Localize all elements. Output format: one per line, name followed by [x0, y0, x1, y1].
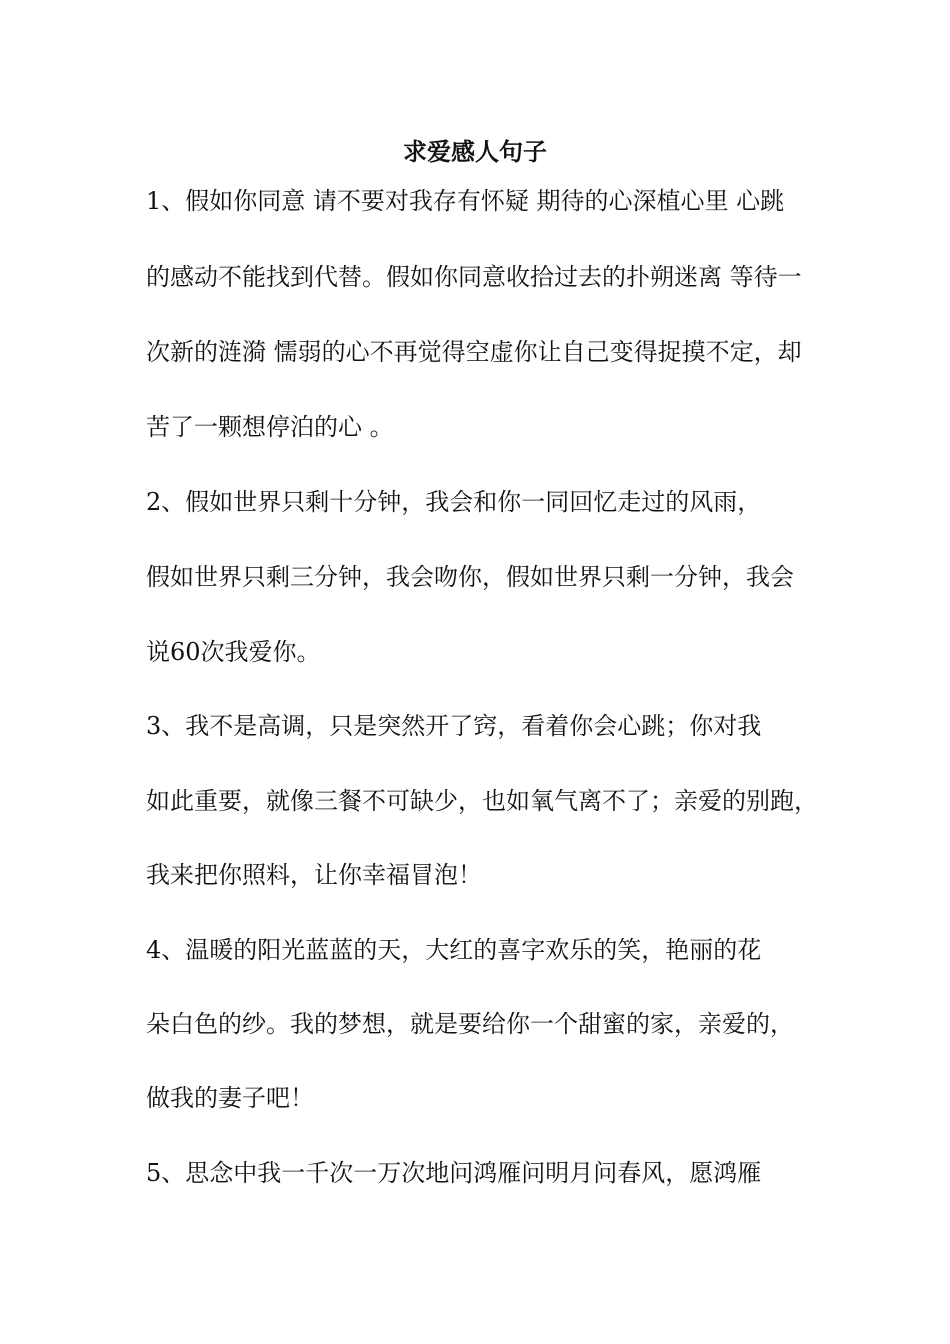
text-line: 做我的妻子吧！	[146, 1084, 314, 1112]
page-title: 求爱感人句子	[403, 138, 547, 166]
text-line: 的感动不能找到代替。假如你同意收拾过去的扑朔迷离 等待一	[146, 263, 802, 291]
text-line: 2、假如世界只剩十分钟，我会和你一同回忆走过的风雨，	[146, 488, 762, 516]
text-line: 苦了一颗想停泊的心 。	[146, 413, 394, 441]
text-line: 5、思念中我一千次一万次地问鸿雁问明月问春风，愿鸿雁	[146, 1159, 762, 1187]
text-line: 1、假如你同意 请不要对我存有怀疑 期待的心深植心里 心跳	[146, 187, 785, 215]
text-line: 如此重要，就像三餐不可缺少，也如氧气离不了；亲爱的别跑，	[146, 787, 818, 815]
text-line: 4、温暖的阳光蓝蓝的天，大红的喜字欢乐的笑，艳丽的花	[146, 936, 762, 964]
text-line: 我来把你照料，让你幸福冒泡！	[146, 861, 482, 889]
text-line: 假如世界只剩三分钟，我会吻你，假如世界只剩一分钟，我会	[146, 563, 794, 591]
text-line: 3、我不是高调，只是突然开了窍，看着你会心跳；你对我	[146, 712, 762, 740]
text-line: 次新的涟漪 懦弱的心不再觉得空虚你让自己变得捉摸不定，却	[146, 338, 802, 366]
text-line: 朵白色的纱。我的梦想，就是要给你一个甜蜜的家，亲爱的，	[146, 1010, 794, 1038]
text-line: 说60次我爱你。	[146, 638, 321, 666]
